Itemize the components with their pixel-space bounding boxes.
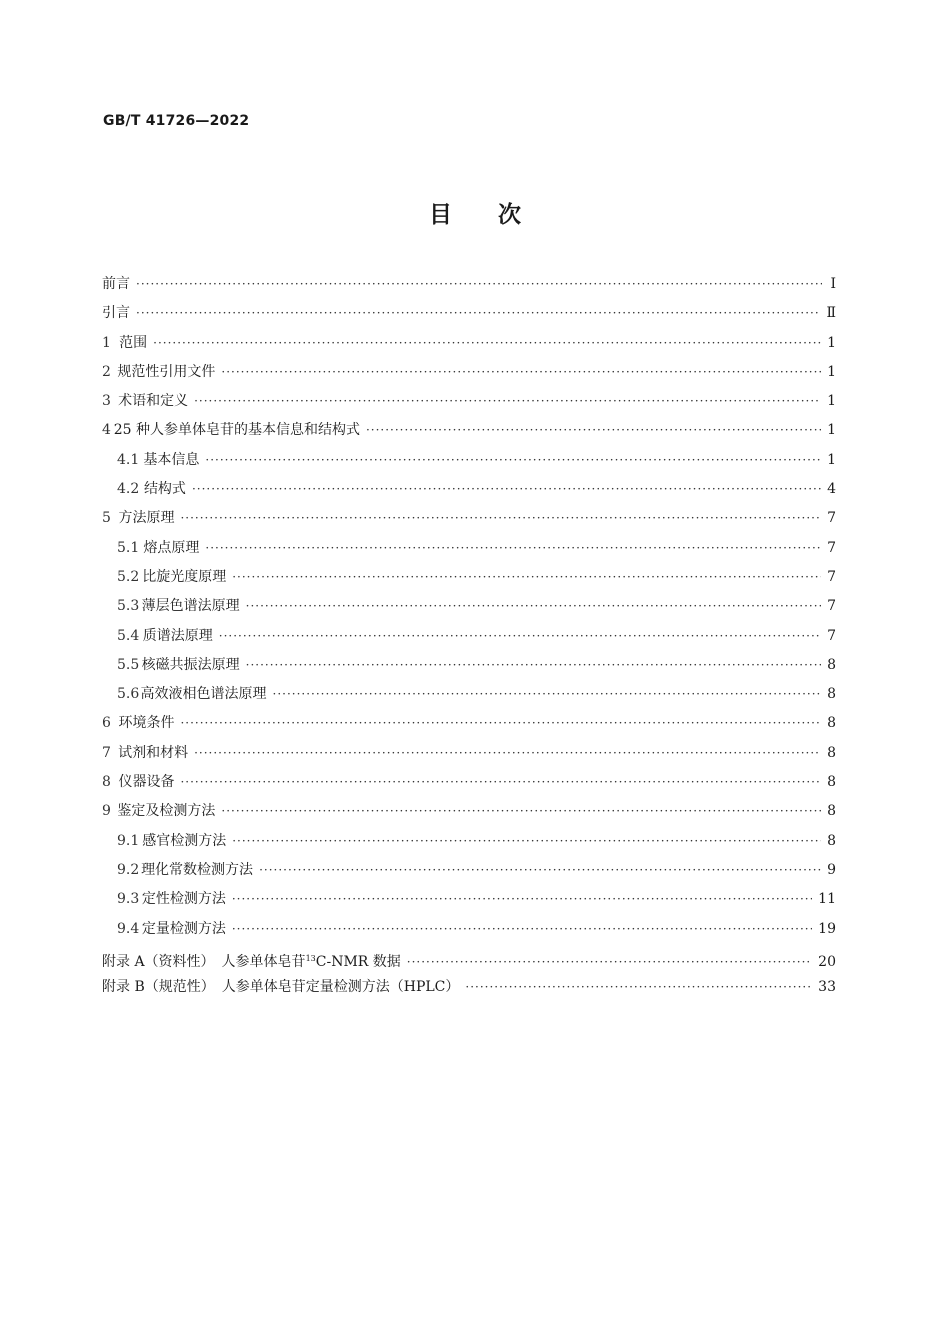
toc-entry-label <box>143 622 213 651</box>
toc-leader-dots <box>246 592 821 621</box>
toc-leader-dots <box>180 709 821 738</box>
toc-entry[interactable] <box>102 387 836 416</box>
toc-entry[interactable] <box>102 475 836 504</box>
toc-entry-number: 9 <box>102 803 111 820</box>
toc-entry[interactable] <box>102 856 836 885</box>
toc-entry-label <box>118 739 188 768</box>
toc-leader-dots <box>180 504 821 533</box>
toc-entry-page: Ⅰ <box>830 276 836 292</box>
toc-entry-label <box>143 446 199 475</box>
toc-entry-label-text: 引言 <box>102 305 130 322</box>
toc-entry-page: 1 <box>827 422 836 439</box>
toc-entry-label <box>141 680 267 709</box>
toc-entry-label-text: 环境条件 <box>118 715 175 732</box>
toc-entry-page: 8 <box>827 774 836 791</box>
toc-entry-label <box>142 592 240 621</box>
toc-entry-label-text: 感官检测方法 <box>142 832 227 849</box>
toc-entry-label-text: 范围 <box>119 334 148 351</box>
toc-entry-label-text: 术语和定义 <box>118 393 189 410</box>
table-of-contents <box>102 270 836 1002</box>
toc-entry[interactable] <box>102 592 836 621</box>
toc-entry-page: 1 <box>827 363 836 380</box>
toc-leader-dots <box>232 827 821 856</box>
toc-entry-label <box>141 856 253 885</box>
toc-leader-dots <box>259 856 821 885</box>
toc-entry-label <box>118 387 188 416</box>
toc-entry[interactable] <box>102 651 836 680</box>
toc-entry-label <box>117 797 215 826</box>
toc-entry-number: 5.1 <box>117 539 140 556</box>
toc-entry-page: 1 <box>827 451 836 468</box>
toc-entry-number: 3 <box>102 393 111 410</box>
toc-leader-dots <box>194 387 821 416</box>
toc-entry-number: 9.1 <box>117 832 140 849</box>
toc-entry-page: 1 <box>827 334 836 351</box>
toc-entry-label-text: 基本信息 <box>143 451 200 468</box>
toc-entry[interactable] <box>102 504 836 533</box>
toc-entry-number: 9.4 <box>117 920 140 937</box>
toc-entry-page: 8 <box>827 656 836 673</box>
toc-leader-dots <box>205 534 821 563</box>
toc-entry-label <box>102 299 130 328</box>
toc-entry[interactable] <box>102 358 836 387</box>
toc-leader-dots <box>232 885 812 914</box>
toc-entry-label <box>142 915 226 944</box>
toc-entry-page: 9 <box>827 861 836 878</box>
toc-leader-dots <box>246 651 821 680</box>
toc-entry[interactable] <box>102 885 836 914</box>
toc-leader-dots <box>232 915 812 944</box>
toc-entry-label-text: 核磁共振法原理 <box>141 656 240 673</box>
toc-entry-label <box>119 329 147 358</box>
toc-entry-label-text: 规范性引用文件 <box>117 363 216 380</box>
toc-leader-dots <box>221 797 821 826</box>
toc-entry-page: Ⅱ <box>826 305 836 322</box>
toc-entry-page: 4 <box>827 481 836 498</box>
toc-entry[interactable] <box>102 915 836 944</box>
toc-entry-label <box>117 358 215 387</box>
toc-entry[interactable] <box>102 768 836 797</box>
toc-entry-label-text: 25 种人参单体皂苷的基本信息和结构式 <box>113 422 360 439</box>
toc-entry-label-text: 试剂和材料 <box>118 744 189 761</box>
toc-entry-number: 5.3 <box>117 598 140 615</box>
toc-entry[interactable] <box>102 270 836 299</box>
toc-entry[interactable] <box>102 709 836 738</box>
toc-entry-label <box>102 973 459 1002</box>
toc-entry-number: 9.3 <box>117 891 140 908</box>
toc-entry-label <box>142 651 240 680</box>
standard-code: GB/T 41726—2022 <box>103 113 250 129</box>
toc-entry[interactable] <box>102 944 836 973</box>
toc-entry-number: 4.1 <box>117 451 140 468</box>
toc-leader-dots <box>136 299 820 328</box>
toc-entry[interactable] <box>102 622 836 651</box>
toc-leader-dots <box>153 329 821 358</box>
toc-entry-label-text: 结构式 <box>143 481 186 498</box>
toc-entry[interactable] <box>102 797 836 826</box>
toc-entry-label <box>114 416 360 445</box>
page-title: 目次 <box>429 202 567 228</box>
toc-entry-superscript: 13 <box>305 953 316 963</box>
toc-entry[interactable] <box>102 827 836 856</box>
toc-entry-label-text: 理化常数检测方法 <box>141 861 254 878</box>
toc-leader-dots <box>366 416 821 445</box>
toc-entry-number: 8 <box>102 774 111 791</box>
toc-entry[interactable] <box>102 739 836 768</box>
toc-entry-label-text: 熔点原理 <box>143 539 200 556</box>
toc-leader-dots <box>136 270 822 299</box>
toc-entry-label <box>142 827 226 856</box>
toc-entry-label <box>118 709 174 738</box>
toc-entry-label-text: 比旋光度原理 <box>142 568 227 585</box>
toc-entry-page: 7 <box>827 627 836 644</box>
toc-entry-label-text: 附录 A（资料性） 人参单体皂苷 <box>102 953 306 970</box>
toc-entry-number: 5 <box>102 510 111 527</box>
toc-entry[interactable] <box>102 446 836 475</box>
toc-entry-number: 7 <box>102 744 111 761</box>
toc-leader-dots <box>232 563 821 592</box>
toc-entry[interactable] <box>102 299 836 328</box>
toc-entry-label <box>144 475 186 504</box>
toc-entry-page: 7 <box>827 510 836 527</box>
toc-entry-label <box>102 944 401 977</box>
toc-entry-number: 6 <box>102 715 111 732</box>
toc-leader-dots <box>219 622 821 651</box>
toc-entry-label-text: 高效液相色谱法原理 <box>140 686 267 703</box>
toc-entry-page: 8 <box>827 715 836 732</box>
toc-entry-label-suffix: C-NMR 数据 <box>315 953 401 970</box>
toc-entry-page: 20 <box>818 953 836 970</box>
toc-entry-page: 7 <box>827 539 836 556</box>
toc-entry-page: 1 <box>827 393 836 410</box>
toc-entry-number: 5.5 <box>117 656 140 673</box>
toc-entry-number: 1 <box>102 334 111 351</box>
toc-entry-label-text: 仪器设备 <box>118 774 175 791</box>
toc-entry-page: 11 <box>818 891 836 908</box>
toc-entry-label-text: 方法原理 <box>118 510 175 527</box>
toc-entry-number: 2 <box>102 363 111 380</box>
toc-entry-label <box>118 768 174 797</box>
toc-leader-dots <box>221 358 821 387</box>
toc-entry-number: 4 <box>102 422 111 439</box>
toc-entry-label-text: 前言 <box>102 276 130 292</box>
toc-entry-label-text: 薄层色谱法原理 <box>141 598 240 615</box>
toc-leader-dots <box>465 973 812 1002</box>
toc-leader-dots <box>205 446 821 475</box>
toc-entry-number: 5.4 <box>117 627 140 644</box>
toc-entry-label-text: 质谱法原理 <box>142 627 213 644</box>
toc-entry-number: 9.2 <box>117 861 140 878</box>
toc-entry-number: 5.6 <box>117 686 140 703</box>
toc-entry-label <box>102 270 130 299</box>
toc-entry-label-text: 鉴定及检测方法 <box>117 803 216 820</box>
toc-entry-page: 7 <box>827 598 836 615</box>
toc-leader-dots <box>192 475 821 504</box>
toc-entry-number: 5.2 <box>117 568 140 585</box>
toc-entry-label <box>118 504 174 533</box>
toc-entry[interactable] <box>102 563 836 592</box>
toc-entry-page: 7 <box>827 568 836 585</box>
toc-entry[interactable] <box>102 973 836 1002</box>
toc-entry-label <box>142 885 226 914</box>
toc-entry-label-text: 定量检测方法 <box>141 920 226 937</box>
toc-entry[interactable] <box>102 416 836 445</box>
toc-entry-page: 19 <box>818 920 836 937</box>
toc-entry-page: 8 <box>827 832 836 849</box>
toc-entry-number: 4.2 <box>117 481 140 498</box>
toc-entry-page: 8 <box>827 744 836 761</box>
toc-entry-page: 8 <box>827 686 836 703</box>
toc-leader-dots <box>194 739 821 768</box>
toc-leader-dots <box>273 680 822 709</box>
toc-entry-label-text: 附录 B（规范性） 人参单体皂苷定量检测方法（HPLC） <box>102 979 460 996</box>
toc-entry-label <box>143 534 199 563</box>
toc-entry-label-text: 定性检测方法 <box>141 891 226 908</box>
toc-entry[interactable] <box>102 680 836 709</box>
toc-entry[interactable] <box>102 534 836 563</box>
toc-entry-page: 33 <box>818 979 836 996</box>
toc-entry[interactable] <box>102 329 836 358</box>
toc-entry-label <box>142 563 226 592</box>
toc-entry-page: 8 <box>827 803 836 820</box>
toc-leader-dots <box>180 768 821 797</box>
